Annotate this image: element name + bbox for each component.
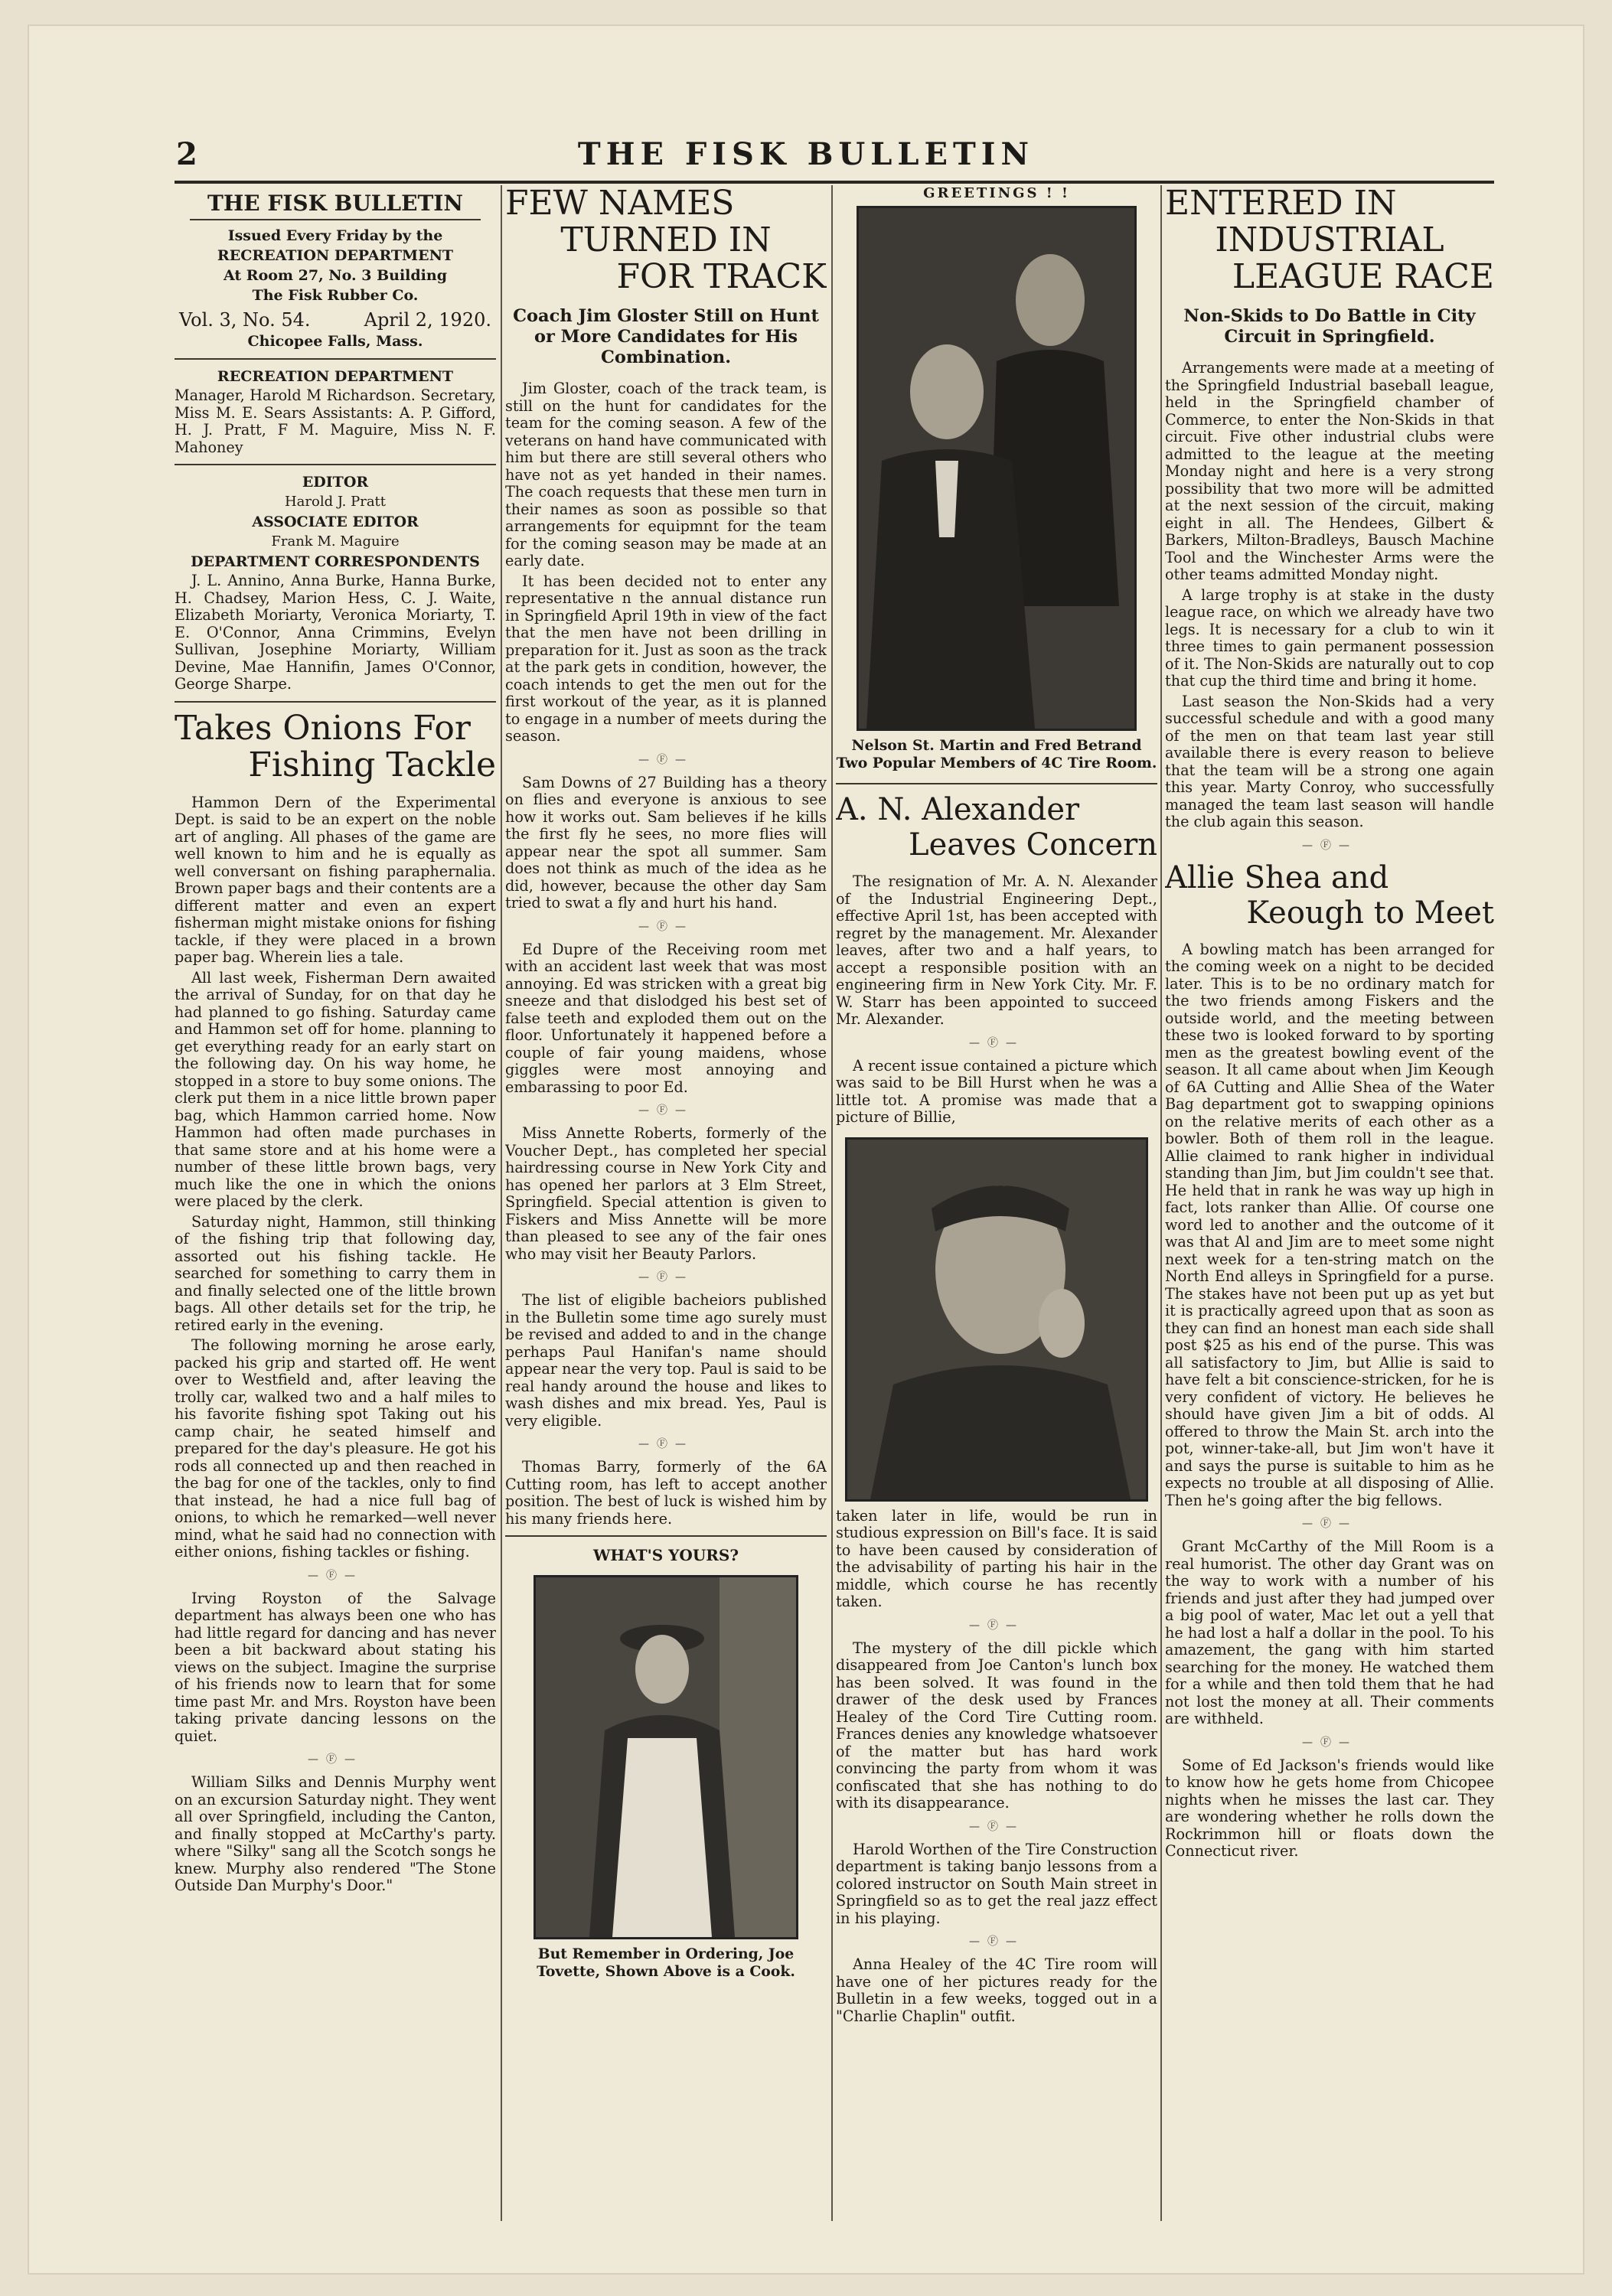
divider <box>505 1535 827 1537</box>
assoc-name: Frank M. Maguire <box>271 533 400 550</box>
article-paragraph: Jim Gloster, coach of the track team, is still on the hunt for candidates for the team for the coming season. A few of the veterans on hand have communicated with him but there are still several others who have not as yet handed in their names. The coach requests that these men turn in their names as soon as possible so that arrangements for equipmnt for the team for the coming season may be made at an early date. <box>505 380 827 569</box>
issue-date: April 2, 1920. <box>364 309 491 331</box>
two-men-photo <box>857 206 1137 731</box>
headline-line: Takes Onions For <box>175 708 471 748</box>
city-line: Chicopee Falls, Mass. <box>247 333 423 350</box>
editor-title: EDITOR <box>302 474 369 491</box>
article-paragraph: Miss Annette Roberts, formerly of the Voucher Dept., has completed her special hairdressing course in New York City and has opened her parlors at 3 Elm Street, Springfield. Special attention is given to Fiskers and Miss Annette will be more than pleased to see any of the fair ones who may visit her Beauty Parlors. <box>505 1124 827 1263</box>
volume: Vol. 3, No. 54. <box>179 309 311 331</box>
separator-mark: —Ⓕ— <box>1302 839 1357 852</box>
article-paragraph: Last season the Non-Skids had a very successful schedule and with a good many of the men on that team last year still available there is every reason to believe that the team will be a strong one again this year. Marty Conroy, who successfully managed the team last season will handle the club again this season. <box>1165 692 1494 830</box>
headline-line: Keough to Meet <box>1246 895 1494 931</box>
dept-line: RECREATION DEPARTMENT <box>217 247 454 264</box>
headline-line: A. N. Alexander <box>836 792 1080 827</box>
separator-mark: —Ⓕ— <box>638 753 693 766</box>
rec-staff: Manager, Harold M Richardson. Secretary, Miss M. E. Sears Assistants: A. P. Gifford, H. J. Pratt, F M. Maguire, Miss N. F. Mahoney <box>175 386 496 456</box>
headline-line: FOR TRACK <box>616 257 827 296</box>
headline-line: Leaves Concern <box>909 827 1157 863</box>
column-4 <box>1165 185 1494 2229</box>
article-paragraph: A bowling match has been arranged for the coming week on a night to be decided later. This is to be no ordinary match for the two friends among Fiskers and the outside world, and the meeting between these two is looked forward to by sporting men as the greatest bowling event of the season. It all came about when Jim Keough of 6A Cutting and Allie Shea of the Water Bag department got to swapping opinions on the relative merits of each other as a bowler. Both of them roll in the league. Allie claimed to rank higher in individual standing than Jim, but Jim couldn't see that. He held that in rank he was way up high in fact, lots ranker than Allie. Of course one word led to another and the outcome of it was that Al and Jim are to meet some night next week for a ten-string match on the North End alleys in Springfield for a purse. The stakes have not been put up as yet but it is practically agreed upon that as soon as they can find an honest man each side shall post $25 as his end of the purse. This was all satisfactory to Jim, but Allie is said to have felt a bit conscience-stricken, for he is very confident of victory. He believes he should have given Jim a bit of odds. Al offered to throw the Main St. arch into the pot, winner-take-all, but Jim won't have it and says the purse is suitable to him as he expects no trouble at all disposing of Allie. Then he's going after the big fellows. <box>1165 940 1494 1509</box>
greetings-label: GREETINGS ! ! <box>923 185 1070 201</box>
divider <box>175 701 496 703</box>
article-paragraph: A large trophy is at stake in the dusty league race, on which we already have two legs. It is necessary for a club to win it three times to gain permanent possession of it. The Non-Skids are naturally out to cop that cup the third time and bring it home. <box>1165 585 1494 690</box>
article-paragraph: Hammon Dern of the Experimental Dept. is said to be an expert on the noble art of angling. All phases of the game are well known to him and he is equally as well conversant on fishing paraphernalia. Brown paper bags and their contents are a different matter and even an expert fisherman might mistake onions for fishing tackle, if they were placed in a brown paper bag. Wherein lies a tale. <box>175 793 496 966</box>
article-paragraph: Arrangements were made at a meeting of the Springfield Industrial baseball league, held in the Springfield chamber of Commerce, to enter the Non-Skids in that circuit. Five other industrial clubs were admitted to the league at the meeting Monday night and here is a very strong possibility that two more will be admitted at the next session of the circuit, making eight in all. The Hendees, Gilbert & Barkers, Milton-Bradleys, Bausch Machine Tool and the Winchester Arms were the other teams admitted Monday night. <box>1165 359 1494 583</box>
deck-league: Non-Skids to Do Battle in City Circuit in Springfield. <box>1183 306 1476 347</box>
headline-league <box>1165 185 1494 295</box>
separator-mark: —Ⓕ— <box>1302 1736 1357 1749</box>
separator-mark: —Ⓕ— <box>969 1936 1024 1948</box>
running-title: THE FISK BULLETIN <box>577 136 1035 172</box>
issued-line: Issued Every Friday by the <box>227 227 443 244</box>
headline-line: LEAGUE RACE <box>1232 257 1494 296</box>
article-paragraph: The resignation of Mr. A. N. Alexander of the Industrial Engineering Dept., effective April 1st, has been accepted with regret by the management. Mr. Alexander leaves, after two and a half years, to accept a responsible position with an engineering firm in New York City. Mr. F. W. Starr has been appointed to succeed Mr. Alexander. <box>836 872 1157 1028</box>
article-paragraph: William Silks and Dennis Murphy went on an excursion Saturday night. They went all over Springfield, including the Canton, and finally stopped at McCarthy's party. where "Silky" sang all the Scotch songs he knew. Murphy also rendered "The Stone Outside Dan Murphy's Door." <box>175 1773 496 1894</box>
separator-mark: —Ⓕ— <box>638 1438 693 1450</box>
column-rule <box>831 185 833 2221</box>
column-rule <box>1160 185 1162 2221</box>
headline-alexander <box>836 792 1157 863</box>
column-2 <box>505 185 827 2229</box>
separator-mark: —Ⓕ— <box>638 1104 693 1117</box>
separator-mark: —Ⓕ— <box>638 920 693 933</box>
article-paragraph: Anna Healey of the 4C Tire room will have one of her pictures ready for the Bulletin in a few weeks, togged out in a "Charlie Chaplin" outfit. <box>836 1955 1157 2025</box>
masthead-name: THE FISK BULLETIN <box>207 191 463 216</box>
separator-mark: —Ⓕ— <box>969 1036 1024 1049</box>
headline-line: Allie Shea and <box>1165 859 1389 895</box>
article-paragraph: Thomas Barry, formerly of the 6A Cutting room, has left to accept another position. The best of luck is wished him by his many friends here. <box>505 1458 827 1528</box>
vol-date-line <box>179 309 491 331</box>
article-paragraph: A recent issue contained a picture which was said to be Bill Hurst when he was a little tot. A promise was made that a picture of Billie, <box>836 1056 1157 1126</box>
article-paragraph: It has been decided not to enter any representative n the annual distance run in Springfield April 19th in view of the fact that the men have not been drilling in preparation for it. Just as soon as the track at the park gets in condition, however, the coach intends to get the men out for the first workout of the year, as it is planned to engage in a number of meets during the season. <box>505 572 827 745</box>
room-line: At Room 27, No. 3 Building <box>223 267 447 284</box>
separator-mark: —Ⓕ— <box>1302 1518 1357 1530</box>
rec-dept-title: RECREATION DEPARTMENT <box>217 368 454 385</box>
headline-line: ENTERED IN <box>1165 185 1397 223</box>
separator-mark: —Ⓕ— <box>308 1753 363 1766</box>
divider <box>836 783 1157 784</box>
article-paragraph: The list of eligible bacheiors published in the Bulletin some time ago surely must be revised and added to and in the change perhaps Paul Hanifan's name should appear near the very top. Paul is said to be real handy around the house and likes to wash dishes and mix bread. Yes, Paul is very eligible. <box>505 1291 827 1430</box>
article-paragraph: The following morning he arose early, packed his grip and started off. He went over to Westfield and, after leaving the trolly car, walked two and a half miles to his favorite fishing spot Taking out his camp chair, he seated himself and prepared for the day's pleasure. He got his rods all connected up and then reached in the bag for one of the tackles, only to find that instead, he had a nice full bag of onions, to which he remarked—well never mind, what he said had no connection with either onions, fishing tackles or fishing. <box>175 1336 496 1561</box>
article-paragraph: Ed Dupre of the Receiving room met with an accident last week that was most annoying. Ed was stricken with a great big sneeze and that dislodged his best set of false teeth and exploded them out on the floor. Unfortunately it happened before a couple of fair young maidens, whose giggles were most annoying and embarassing to poor Ed. <box>505 940 827 1096</box>
article-paragraph: All last week, Fisherman Dern awaited the arrival of Sunday, for on that day he had planned to go fishing. Saturday came and Hammon set off for home. planning to get everything ready for an early start on the following day. On his way home, he stopped in a store to buy some onions. The clerk put them in a nice little brown paper bag, which Hammon carried home. Now Hammon had often made purchases in that same store and at his home were a number of these little brown bags, very much like the one in which the onions were placed by the clerk. <box>175 968 496 1210</box>
article-paragraph: Sam Downs of 27 Building has a theory on flies and everyone is anxious to see how it works out. Sam believes if he kills the first fly he sees, no more flies will appear near the spot all summer. Sam does not think as much of the idea as he did, however, because the other day Sam tried to swat a fly and hurt his hand. <box>505 773 827 912</box>
company-line: The Fisk Rubber Co. <box>252 287 419 304</box>
editor-name: Harold J. Pratt <box>284 494 387 510</box>
article-paragraph: Harold Worthen of the Tire Construction department is taking banjo lessons from a colored instructor on South Main street in Springfield so as to get the real jazz effect in his playing. <box>836 1840 1157 1927</box>
article-paragraph: taken later in life, would be run in studious expression on Bill's face. It is said to have been caused by consideration of the advisability of parting his hair in the middle, which course he has recently taken. <box>836 1506 1157 1610</box>
headline-shea <box>1165 860 1494 931</box>
hurst-photo-image <box>847 1140 1146 1499</box>
article-paragraph: Saturday night, Hammon, still thinking of the fishing trip that following day, assorted out his fishing tackle. He searched for something to carry them in and finally selected one of the little brown bags. All other details set for the trip, he retired early in the evening. <box>175 1212 496 1334</box>
corr-title: DEPARTMENT CORRESPONDENTS <box>191 553 480 570</box>
column-rule <box>501 185 502 2221</box>
two-men-caption: Nelson St. Martin and Fred Betrand Two Popular Members of 4C Tire Room. <box>836 737 1157 771</box>
headline-line: FEW NAMES <box>505 185 735 223</box>
separator-mark: —Ⓕ— <box>969 1619 1024 1632</box>
cook-photo <box>534 1575 798 1939</box>
divider <box>175 358 496 360</box>
article-paragraph: The mystery of the dill pickle which disappeared from Joe Canton's lunch box has been solved. It was found in the drawer of the desk used by Frances Healey of the Cord Tire Cutting room. Frances denies any knowledge whatsoever of the matter but has hard work convincing the party from whom it was confiscated that she has nothing to do with its disappearance. <box>836 1639 1157 1812</box>
assoc-title: ASSOCIATE EDITOR <box>252 514 419 530</box>
cook-photo-image <box>536 1577 796 1937</box>
corr-list: J. L. Annino, Anna Burke, Hanna Burke, H. Chadsey, Marion Hess, C. J. Waite, Elizabeth Moriarty, Veronica Moriarty, T. E. O'Connor, Anna Crimmins, Evelyn Sullivan, Josephine Moriarty, William Devine, Mae Hannifin, James O'Connor, George Sharpe. <box>175 572 496 693</box>
column-3 <box>836 185 1157 2229</box>
header-rule <box>175 181 1494 184</box>
column-1 <box>175 185 496 2229</box>
divider <box>175 464 496 465</box>
article-paragraph: Some of Ed Jackson's friends would like to know how he gets home from Chicopee nights when he misses the last car. They are wondering whether he rolls down the Rockrimmon hill or floats down the Connecticut river. <box>1165 1756 1494 1860</box>
two-men-photo-image <box>859 208 1134 729</box>
headline-line: INDUSTRIAL <box>1215 220 1444 259</box>
whats-yours-label: WHAT'S YOURS? <box>592 1546 739 1564</box>
hurst-photo <box>845 1137 1148 1502</box>
headline-track <box>505 185 827 295</box>
page-number: 2 <box>176 136 197 172</box>
separator-mark: —Ⓕ— <box>308 1569 363 1582</box>
separator-mark: —Ⓕ— <box>969 1820 1024 1833</box>
article-paragraph: Grant McCarthy of the Mill Room is a real humorist. The other day Grant was on the way to work with a number of his friends and just after they had jumped over a big pool of water, Mac let out a yell that he had lost a half a dollar in the pool. To his amazement, the gang with him started searching for the money. He watched them for a while and then told them that he had not lost the money at all. Their comments are withheld. <box>1165 1538 1494 1727</box>
headline-onions <box>175 710 496 784</box>
headline-line: TURNED IN <box>560 220 772 259</box>
cook-caption: But Remember in Ordering, Joe Tovette, Shown Above is a Cook. <box>537 1945 795 1980</box>
headline-line: Fishing Tackle <box>248 745 496 784</box>
deck-track: Coach Jim Gloster Still on Hunt or More Candidates for His Combination. <box>513 306 819 367</box>
article-paragraph: Irving Royston of the Salvage department has always been one who has had little regard for dancing and has never been a bit backward about stating his views on the subject. Imagine the surprise of his friends now to learn that for some time past Mr. and Mrs. Royston have been taking private dancing lessons on the quiet. <box>175 1589 496 1745</box>
divider <box>190 219 481 220</box>
separator-mark: —Ⓕ— <box>638 1271 693 1283</box>
